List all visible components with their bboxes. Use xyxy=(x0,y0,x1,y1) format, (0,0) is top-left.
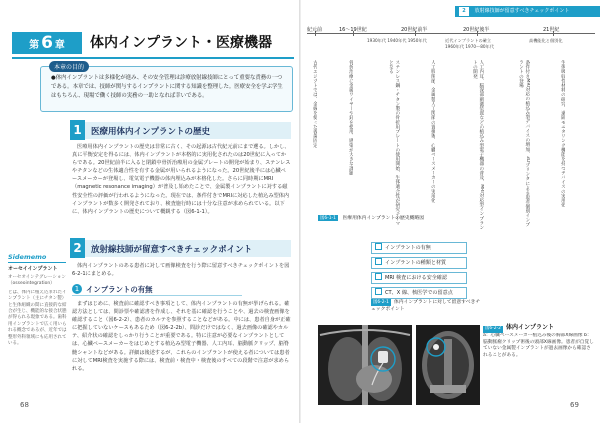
timeline-sub-label: 近代インプラントの確立 xyxy=(445,38,492,43)
xray-figure-text: a：心臓ペースメーカー植込み後の胸部X線画像 b：脳動脈瘤クリップ術後の頭部X線画像。患者が自覚していない金属製インプラントが過去画像から確認されることがある。 xyxy=(483,332,594,359)
skull-xray-image xyxy=(416,325,480,405)
checkpoint-figure-caption xyxy=(371,299,481,313)
checkpoint-label: MRI 検査における安全確認 xyxy=(385,275,447,281)
timeline-column: 人工股関節、金属製人工関節の置換術、心臓ペースメーカーの実用化 xyxy=(430,60,436,203)
timeline-figure-tag: 図6-1-1 xyxy=(320,216,336,221)
checkpoint-item xyxy=(371,257,467,269)
checkpoint-label: CT、X 線、核医学での留意点 xyxy=(385,290,453,296)
chapter-title: 体内インプラント・医療機器 xyxy=(90,35,272,51)
timeline-column: 骨折治療に金属ワイヤーや釘を使用、感染が大きな課題 xyxy=(348,60,354,175)
section-1-paragraph: 医療用体内インプラントの歴史は非常に古く、その起源は古代紀元前にまで遡る。しかし、真に平衡安定を得るには、体内インプラントが本格的に実用化されたのは20世紀に入ってからである。20世紀前半に入ると閉鎖中骨折治療用の金属プレートの開発が始まり、ステンレスやチタンなどの生体適合性を有する金属が用いられるようになった。20世紀後半には心臓ペースメーカーが登場し、電気電子機器の体内埋込みが本格化した。さらに同時期にMRI（magnetic resonance imaging）が普及し始めたことで、金属製インプラントに対する磁性安全性の評価が行われるようになった。現在では、条件付きでMRIに対応した植込み型体内インプラントが数多く開発されており、検査施行時には十分な注意が求められている。以下に、体内インプラントの歴史について概観する（図6-1-1）。 xyxy=(72,144,291,215)
page-number-left: 68 xyxy=(20,401,29,409)
xray-figure-title: 体内インプラント xyxy=(505,324,554,331)
sidememo-term: オーセイインプラント xyxy=(8,266,58,272)
timeline-column: 古代エジプトでは、金線を使った義歯固定 xyxy=(312,60,318,148)
checkpoint-figure-title: 体内インプラントに対して留意すべきチェックポイント xyxy=(371,300,481,312)
checkpoint-item xyxy=(371,287,467,299)
chapter-suffix: 章 xyxy=(54,39,65,51)
timeline-figure-caption xyxy=(318,214,424,221)
chapter-header xyxy=(12,26,292,60)
book-gutter xyxy=(299,0,301,423)
checkpoint-item xyxy=(371,272,467,284)
subsection-1-rule xyxy=(72,295,242,296)
checkbox-icon xyxy=(375,258,382,265)
timeline-sub-label: 1960年代 1970〜80年代 xyxy=(445,44,494,49)
section-1-number: 1 xyxy=(70,120,85,140)
checkpoint-label: インプラントの有無 xyxy=(385,245,431,251)
timeline-era: 21世紀 xyxy=(543,27,560,33)
section-2-heading xyxy=(72,240,291,257)
timeline-era: 16〜19世紀 xyxy=(339,27,367,33)
checkbox-icon xyxy=(375,243,382,250)
subsection-1-number: 1 xyxy=(72,284,82,294)
timeline-column: 生体吸収性材料の研究、遠隔モニタリング機能を持つデバイスの実用化 xyxy=(560,60,566,208)
subsection-1-heading xyxy=(72,283,242,295)
timeline-sub-label: 高機能化と個別化 xyxy=(529,38,563,43)
timeline-column: ステンレス鋼・チタン製の骨折用プレートの使用開始、生体適合性が研究テーマとなる xyxy=(388,60,400,226)
sidememo-rule xyxy=(8,262,66,263)
chest-xray-image xyxy=(318,325,412,405)
subsection-1-paragraph: まずはじめに、検査前に確認すべき事項として、体内インプラントの有無が挙げられる。確認方法としては、問診票や確認書を作成し、それを基に確認を行うことや、過去の検査画像を確認すること（図6-2-2）、患者のカルテを参照することなどがある。中には、患者自身が正確に把握していないケースもあるため（図6-2-2b）、問診だけではなく、過去画像の確認やカルテ、紹介状の確認をしっかり行うことが重要である。特に注意が必要なインプラントとしては、心臓ペースメーカーをはじめとする植込み型電子機器、人工内耳、脳動脈クリップ、脳脊髄シャントなどがある。詳細は後述するが、これらのインプラントが使える者については患者に対してMRI検査を実施する際には、検査前・検査中・検査後のすべての段階で注意が求められる。 xyxy=(72,301,291,372)
chapter-rule xyxy=(12,57,294,59)
subsection-1-title: インプラントの有無 xyxy=(86,285,153,294)
running-head xyxy=(455,6,600,17)
checkbox-icon xyxy=(375,288,382,295)
running-head-text: 放射線技師が留意すべきチェックポイント xyxy=(474,8,570,14)
section-2-paragraph: 体内インプラントのある患者に対して画像検査を行う際に留意すべきチェックポイントを図6-2-1にまとめる。 xyxy=(72,263,290,278)
checkpoint-figure-tag: 図6-2-1 xyxy=(373,300,389,305)
timeline-axis xyxy=(307,33,595,34)
timeline-era: 20世紀前半 xyxy=(401,27,428,33)
timeline-column: 条件付きMRI対応の植込み型デバイスの増加、3Dプリンタによる患者個別インプラントの登場 xyxy=(518,60,530,227)
sidememo-label: Sidememo xyxy=(8,253,47,261)
section-2-number: 2 xyxy=(70,238,85,258)
xray-figure-caption xyxy=(483,325,595,395)
page-number-right: 69 xyxy=(570,401,579,409)
sidememo xyxy=(8,253,70,348)
xray-figure-tag: 図6-2-2 xyxy=(485,326,501,331)
goal-text: ●体内インプラントは多様化が進み、その安全管理は診療放射線技師にとって重要な責務の一つである。本章では、技師が関与するインプラントに関する知識を整理した。医療安全を学ぶ学生はもちろん、現場で働く技師の実務の一助となれば幸いである。 xyxy=(51,75,283,99)
checkpoint-label: インプラントの種類と材質 xyxy=(385,260,447,266)
chapter-badge xyxy=(12,32,82,54)
checkpoint-item xyxy=(371,242,467,254)
timeline-figure-title: 医療用体内インプラントの歴史概略図 xyxy=(342,216,425,221)
chapter-prefix: 第 xyxy=(29,39,40,51)
sidememo-text: とは、体内に植え込まれたインプラント（主にチタン製）と生体組織の間に直接的な結合が生じ、機能的な接合状態が得られる現象である。歯科用インプラントで広く用いられる概念であるが、近年では整形外科領域にも応用されている。 xyxy=(8,289,67,347)
checkbox-icon xyxy=(375,273,382,280)
sidememo-reading: オーセオインテグレーション（osseointegration） xyxy=(8,275,66,287)
section-1-heading xyxy=(72,122,291,139)
timeline-era: 紀元前 xyxy=(307,27,323,33)
section-2-title: 放射線技師が留意すべきチェックポイント xyxy=(91,245,253,255)
chapter-number: 6 xyxy=(41,33,53,53)
skull-xray-drawing xyxy=(416,325,480,405)
running-head-number: 2 xyxy=(459,7,469,16)
timeline-sub-label: 1930年代 1940年代 1950年代 xyxy=(367,38,427,43)
chest-xray-drawing xyxy=(318,325,412,405)
goal-label: 本章の目的 xyxy=(49,61,89,72)
chapter-goal-box xyxy=(40,66,293,112)
section-1-title: 医療用体内インプラントの歴史 xyxy=(91,127,211,137)
history-timeline xyxy=(305,26,595,236)
timeline-era: 20世紀後半 xyxy=(463,27,490,33)
timeline-column: 人工内耳、脳深部刺激装置などの植込み型電子機器の普及、MRI対応型インプラントの開発 xyxy=(472,60,484,230)
checkpoint-list xyxy=(371,242,467,302)
